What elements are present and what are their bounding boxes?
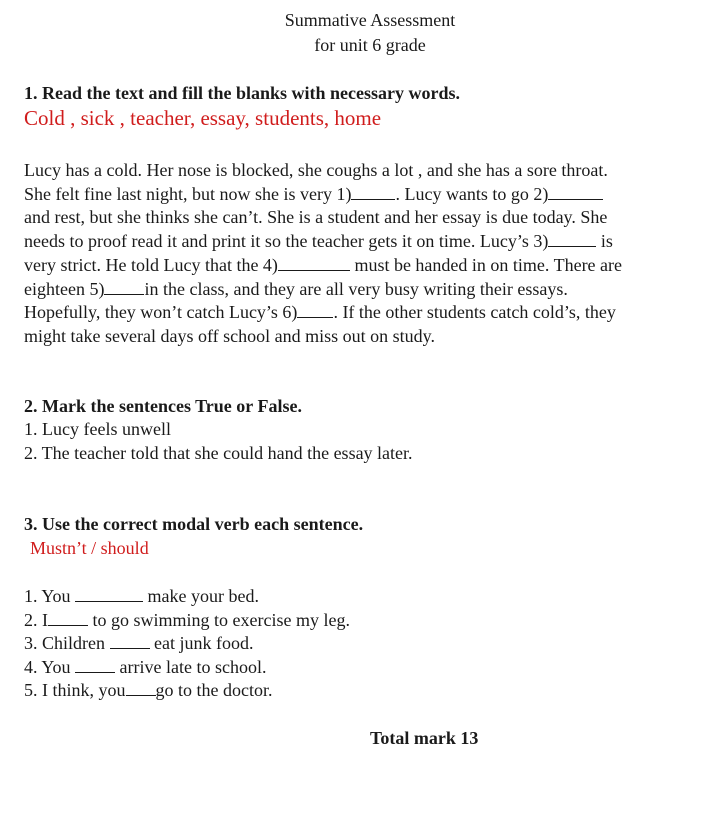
modal-blank-3[interactable]: [110, 634, 150, 649]
modal-blank-5[interactable]: [126, 681, 156, 696]
text-line: very strict. He told Lucy that the 4) must be handed in on time. There are: [24, 254, 623, 275]
text-line: and rest, but she thinks she can’t. She is a student and her essay is due today. She: [24, 207, 608, 228]
blank-6[interactable]: [297, 303, 333, 318]
modal-blank-2[interactable]: [48, 611, 88, 626]
blank-2[interactable]: [548, 185, 603, 200]
text-line: Lucy has a cold. Her nose is blocked, she coughs a lot , and she has a sore throat.: [24, 160, 608, 180]
blank-3[interactable]: [548, 232, 596, 247]
text-line: might take several days off school and miss out on study.: [24, 325, 435, 346]
task3-heading: 3. Use the correct modal verb each sentence.: [24, 514, 364, 534]
text-line: needs to proof read it and print it so the teacher gets it on time. Lucy’s 3) is: [24, 231, 613, 252]
task2-heading: 2. Mark the sentences True or False.: [24, 396, 302, 416]
true-false-item: 1. Lucy feels unwell: [24, 419, 171, 439]
total-mark: Total mark 13: [370, 728, 479, 748]
task1-heading: 1. Read the text and fill the blanks with necessary words.: [24, 83, 461, 103]
modal-item: 2. I to go swimming to exercise my leg.: [24, 610, 350, 630]
text-line: Hopefully, they won’t catch Lucy’s 6) . If the other students catch cold’s, they: [24, 302, 616, 323]
modal-blank-1[interactable]: [75, 587, 143, 602]
blank-5[interactable]: [104, 280, 144, 295]
blank-1[interactable]: [351, 185, 395, 200]
text-line: eighteen 5) in the class, and they are all very busy writing their essays.: [24, 278, 568, 299]
blank-4[interactable]: [278, 256, 350, 271]
modal-item: 3. Children eat junk food.: [24, 633, 254, 653]
modal-item: 1. You make your bed.: [24, 586, 259, 606]
document-subtitle: for unit 6 grade: [314, 35, 426, 55]
reading-text: [24, 159, 714, 349]
true-false-item: 2. The teacher told that she could hand the essay later.: [24, 443, 413, 463]
modal-item: 4. You arrive late to school.: [24, 657, 267, 677]
modal-blank-4[interactable]: [75, 658, 115, 673]
modal-options: Mustn’t / should: [30, 538, 149, 558]
modal-item: 5. I think, you go to the doctor.: [24, 680, 273, 700]
word-bank: Cold , sick , teacher, essay, students, home: [24, 106, 382, 130]
document-title: Summative Assessment: [284, 10, 456, 30]
text-line: She felt fine last night, but now she is very 1) . Lucy wants to go 2): [24, 183, 714, 207]
